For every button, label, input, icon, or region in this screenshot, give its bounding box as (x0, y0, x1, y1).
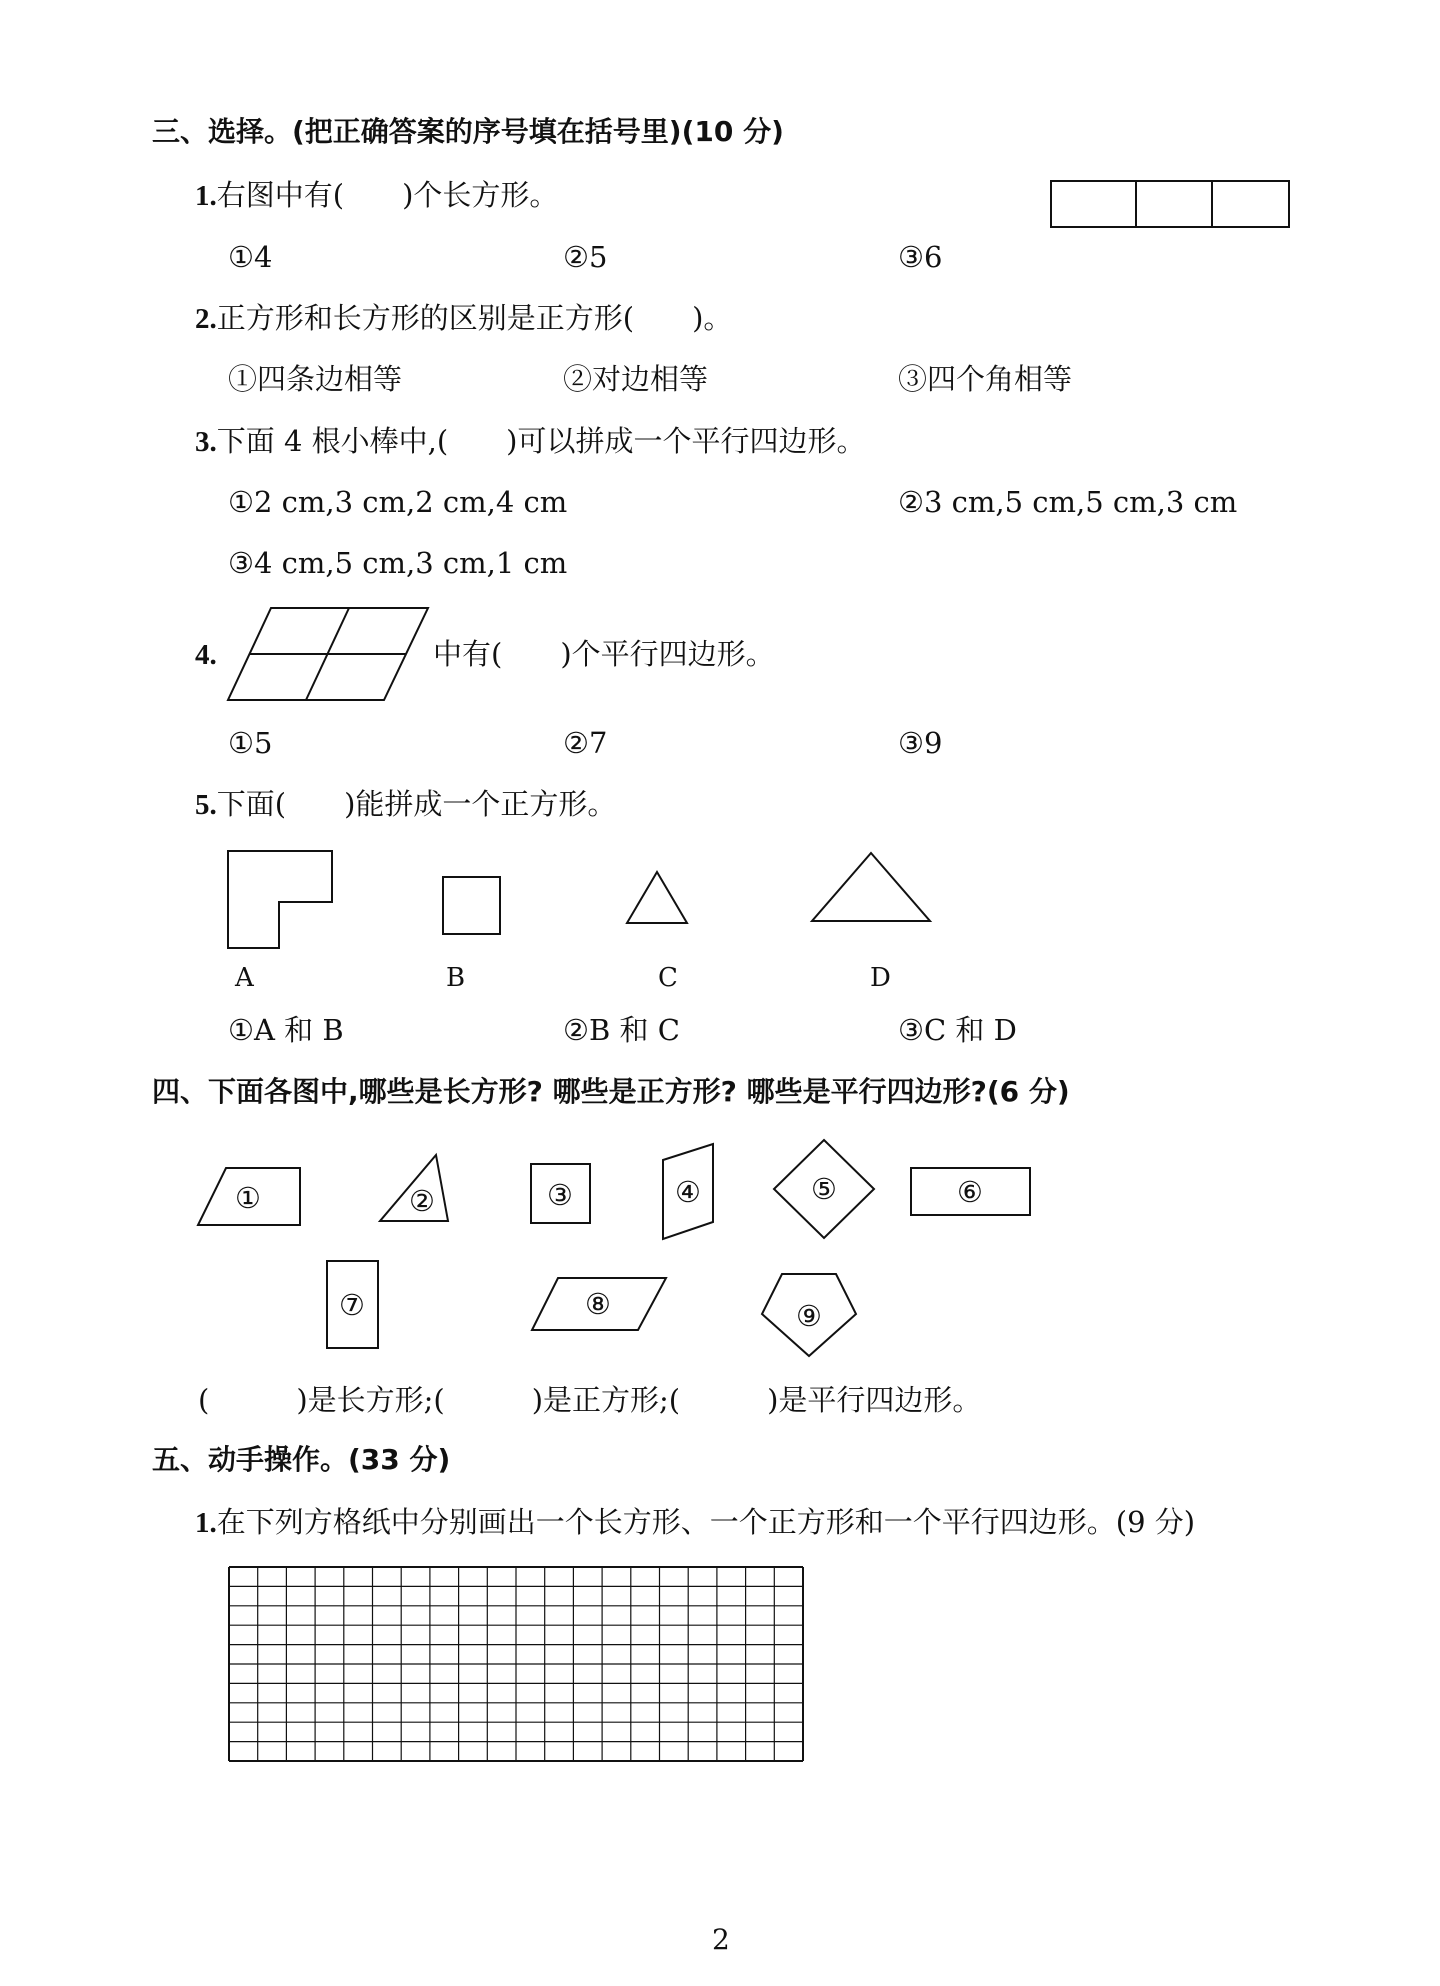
section4-title: 四、下面各图中,哪些是长方形? 哪些是正方形? 哪些是平行四边形?(6 分) (152, 1075, 1070, 1108)
shape-label-b: B (446, 963, 466, 993)
q5-row (195, 787, 617, 821)
shape-d-large-triangle (810, 851, 932, 923)
q3-number: 3. (195, 426, 217, 458)
q3-option-2: ②3 cm,5 cm,5 cm,3 cm (898, 485, 1238, 519)
q2-row (195, 301, 733, 335)
shape-c-small-triangle (625, 870, 689, 925)
shape-4-number: ④ (675, 1175, 701, 1209)
section5-q1-text: 在下列方格纸中分别画出一个长方形、一个正方形和一个平行四边形。(9 分) (216, 1505, 1196, 1539)
shape-5-square-rotated (772, 1138, 876, 1240)
q2-option-1: ①四条边相等 (228, 362, 403, 396)
shape-1-trapezoid (196, 1166, 302, 1228)
q2-number: 2. (195, 303, 217, 335)
section5-q1-row (195, 1505, 1196, 1539)
q2-option-3: ③四个角相等 (898, 362, 1073, 396)
shape-a-l-shape (227, 850, 333, 950)
section3-title: 三、选择。(把正确答案的序号填在括号里)(10 分) (152, 115, 784, 148)
shape-6-number: ⑥ (957, 1175, 983, 1209)
q4-option-1: ①5 (228, 726, 273, 760)
q5-option-1: ①A 和 B (228, 1013, 344, 1047)
q5-number: 5. (195, 789, 217, 821)
shape-2-triangle (378, 1153, 450, 1223)
shape-9-number: ⑨ (796, 1299, 822, 1333)
q1-option-2: ②5 (563, 240, 608, 274)
q3-text: 下面 4 根小棒中,( )可以拼成一个平行四边形。 (216, 424, 866, 458)
q2-option-2: ②对边相等 (563, 362, 709, 396)
shape-5-number: ⑤ (811, 1172, 837, 1206)
shape-6-rectangle (910, 1167, 1032, 1217)
shape-9-pentagon (760, 1272, 858, 1358)
q4-number: 4. (195, 639, 217, 671)
shape-2-number: ② (409, 1184, 435, 1218)
q1-rectangle-figure (1050, 180, 1290, 228)
q3-option-1: ①2 cm,3 cm,2 cm,4 cm (228, 485, 568, 519)
shape-7-number: ⑦ (339, 1288, 365, 1322)
q3-option-3: ③4 cm,5 cm,3 cm,1 cm (228, 546, 568, 580)
q5-option-2: ②B 和 C (563, 1013, 680, 1047)
q5-text: 下面( )能拼成一个正方形。 (216, 787, 617, 821)
shape-b-square (442, 876, 502, 936)
shape-label-c: C (658, 963, 678, 993)
q3-row (195, 424, 866, 458)
shape-1-number: ① (235, 1181, 261, 1215)
shape-4-parallelogram (661, 1142, 715, 1242)
q1-row (195, 178, 559, 212)
shape-7-rectangle (326, 1260, 380, 1350)
q2-text: 正方形和长方形的区别是正方形( )。 (216, 301, 733, 335)
section5-q1-number: 1. (195, 1507, 217, 1539)
q5-option-3: ③C 和 D (898, 1013, 1017, 1047)
section5-title: 五、动手操作。(33 分) (152, 1443, 451, 1476)
shape-8-parallelogram (530, 1276, 668, 1332)
q4-parallelogram-figure (226, 606, 431, 702)
q1-text: 右图中有( )个长方形。 (216, 178, 559, 212)
q4-option-3: ③9 (898, 726, 943, 760)
shape-3-number: ③ (547, 1178, 573, 1212)
section4-answer-line: ( )是长方形;( )是正方形;( )是平行四边形。 (198, 1383, 982, 1417)
q1-number: 1. (195, 180, 217, 212)
shape-label-d: D (870, 963, 891, 993)
q1-option-3: ③6 (898, 240, 943, 274)
page-number: 2 (712, 1923, 730, 1956)
q4-option-2: ②7 (563, 726, 608, 760)
shape-8-number: ⑧ (585, 1287, 611, 1321)
shape-3-square (530, 1163, 592, 1225)
square-grid-paper[interactable] (228, 1566, 804, 1762)
q4-text: 中有( )个平行四边形。 (433, 637, 775, 671)
shape-label-a: A (235, 963, 254, 993)
q1-option-1: ①4 (228, 240, 273, 274)
